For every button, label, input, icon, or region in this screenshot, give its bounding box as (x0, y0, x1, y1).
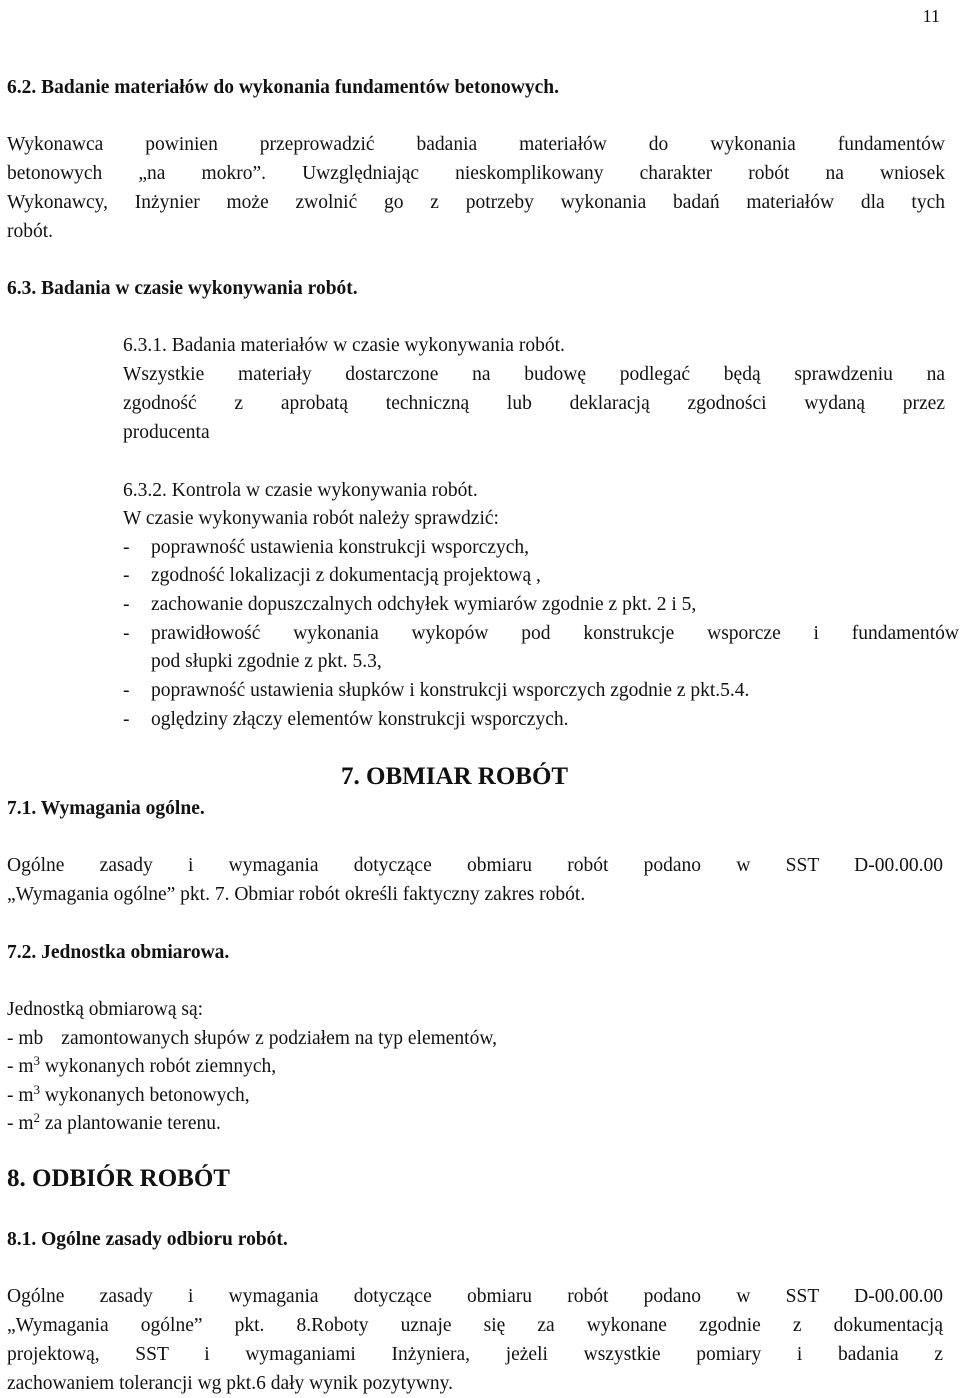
unit-symbol: - m (7, 1085, 34, 1106)
unit-description: wykonanych betonowych, (40, 1085, 250, 1106)
list-dash: - (123, 537, 130, 558)
section-heading-6-2: 6.2. Badanie materiałów do wykonania fundamentów betonowych. (7, 77, 560, 98)
subsection-heading-6-3-1: 6.3.1. Badania materiałów w czasie wykonywania robót. (123, 335, 565, 356)
list-item: prawidłowość wykonania wykopów pod konstrukcje wsporcze i fundamentów (151, 623, 959, 644)
subsection-heading-6-3-2: 6.3.2. Kontrola w czasie wykonywania robót. (123, 480, 478, 501)
unit-exponent: 3 (33, 1082, 41, 1097)
paragraph-line: Wykonawca powinien przeprowadzić badania materiałów do wykonania fundamentów (7, 134, 945, 155)
unit-item (7, 1109, 221, 1138)
unit-item (7, 1052, 276, 1081)
unit-exponent: 2 (33, 1110, 41, 1125)
unit-description: zamontowanych słupów z podziałem na typ elementów, (61, 1028, 498, 1049)
list-dash: - (123, 594, 130, 615)
paragraph-line: zachowaniem tolerancji wg pkt.6 dały wynik pozytywny. (7, 1373, 454, 1394)
paragraph-line: „Wymagania ogólne” pkt. 7. Obmiar robót określi faktyczny zakres robót. (7, 884, 586, 905)
page-number: 11 (922, 6, 940, 26)
list-item-continuation: pod słupki zgodnie z pkt. 5.3, (151, 651, 382, 672)
section-heading-7-1: 7.1. Wymagania ogólne. (7, 798, 205, 819)
paragraph-line: Wykonawcy, Inżynier może zwolnić go z potrzeby wykonania badań materiałów dla tych (7, 192, 945, 213)
unit-symbol: - mb (7, 1028, 44, 1049)
unit-item (7, 1081, 250, 1110)
unit-symbol: - m (7, 1113, 34, 1134)
list-item: oględziny złączy elementów konstrukcji wsporczych. (151, 709, 569, 730)
paragraph-line: „Wymagania ogólne” pkt. 8.Roboty uznaje się za wykonane zgodnie z dokumentacją (7, 1315, 943, 1336)
paragraph-line: robót. (7, 221, 54, 242)
list-dash: - (123, 623, 130, 644)
paragraph-line: betonowych „na mokro”. Uwzględniając nieskomplikowany charakter robót na wniosek (7, 163, 945, 184)
list-item: poprawność ustawienia słupków i konstrukcji wsporczych zgodnie z pkt.5.4. (151, 680, 750, 701)
paragraph-line: producenta (123, 422, 210, 443)
section-heading-6-3: 6.3. Badania w czasie wykonywania robót. (7, 278, 358, 299)
list-item: zgodność lokalizacji z dokumentacją projektową , (151, 565, 541, 586)
units-intro: Jednostką obmiarową są: (7, 999, 204, 1020)
paragraph-line: Ogólne zasady i wymagania dotyczące obmiaru robót podano w SST D-00.00.00 (7, 855, 943, 876)
section-heading-8-1: 8.1. Ogólne zasady odbioru robót. (7, 1229, 288, 1250)
unit-description: wykonanych robót ziemnych, (40, 1056, 277, 1077)
unit-exponent: 3 (33, 1053, 41, 1068)
paragraph-line: zgodność z aprobatą techniczną lub deklaracją zgodności wydaną przez (123, 393, 945, 414)
list-intro: W czasie wykonywania robót należy sprawdzić: (123, 508, 499, 529)
unit-symbol: - m (7, 1056, 34, 1077)
unit-description: za plantowanie terenu. (40, 1113, 221, 1134)
list-dash: - (123, 680, 130, 701)
list-dash: - (123, 565, 130, 586)
list-item: poprawność ustawienia konstrukcji wsporczych, (151, 537, 529, 558)
chapter-heading-7: 7. OBMIAR ROBÓT (341, 763, 569, 790)
paragraph-line: Wszystkie materiały dostarczone na budowę podlegać będą sprawdzeniu na (123, 364, 945, 385)
paragraph-line: projektową, SST i wymaganiami Inżyniera, jeżeli wszystkie pomiary i badania z (7, 1344, 943, 1365)
unit-item (7, 1024, 497, 1053)
list-item: zachowanie dopuszczalnych odchyłek wymiarów zgodnie z pkt. 2 i 5, (151, 594, 697, 615)
section-heading-7-2: 7.2. Jednostka obmiarowa. (7, 942, 230, 963)
chapter-heading-8: 8. ODBIÓR ROBÓT (7, 1165, 230, 1192)
list-dash: - (123, 709, 130, 730)
paragraph-line: Ogólne zasady i wymagania dotyczące obmiaru robót podano w SST D-00.00.00 (7, 1286, 943, 1307)
